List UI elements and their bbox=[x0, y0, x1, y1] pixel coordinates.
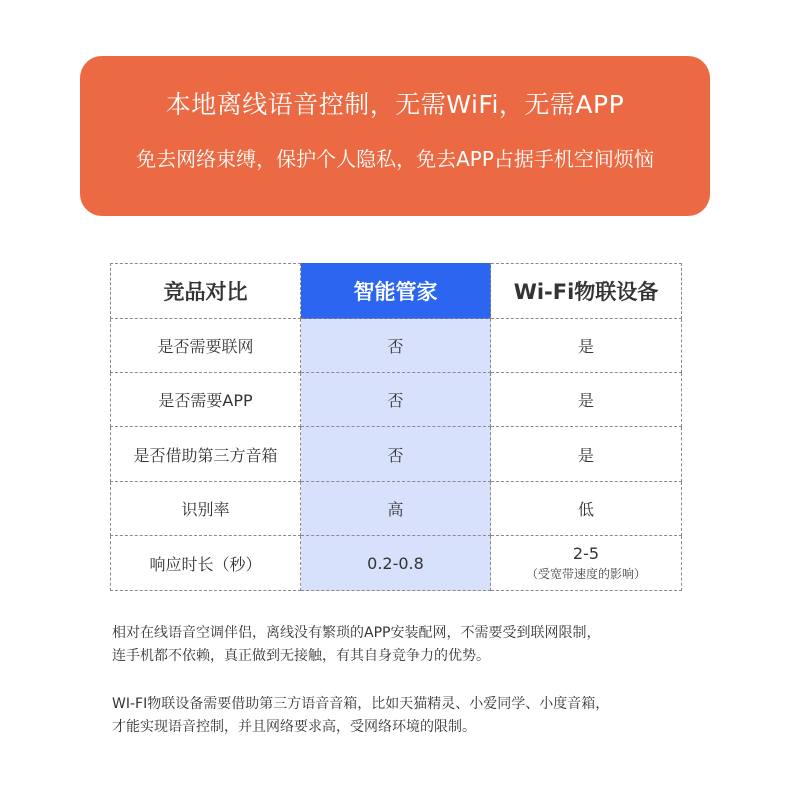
row-wifi-response bbox=[491, 536, 682, 591]
header-cell-wifi-device: Wi-Fi物联设备 bbox=[491, 263, 682, 319]
row-wifi-speaker: 是 bbox=[491, 427, 682, 482]
header-cell-smart-butler: 智能管家 bbox=[301, 263, 491, 319]
row-smart-speaker: 否 bbox=[301, 427, 491, 482]
row-label-network: 是否需要联网 bbox=[110, 319, 301, 373]
note-paragraph-1 bbox=[112, 622, 692, 668]
row-smart-app: 否 bbox=[301, 373, 491, 427]
row-smart-recognition: 高 bbox=[301, 482, 491, 536]
row-smart-response: 0.2-0.8 bbox=[301, 536, 491, 591]
row-label-response: 响应时长（秒） bbox=[110, 536, 301, 591]
row-smart-network: 否 bbox=[301, 319, 491, 373]
note-paragraph-2-line-2: 才能实现语音控制，并且网络要求高，受网络环境的限制。 bbox=[112, 719, 476, 735]
banner-headline: 本地离线语音控制，无需WiFi，无需APP bbox=[165, 90, 625, 119]
row-wifi-response-note: （受宽带速度的影响） bbox=[525, 567, 646, 581]
row-wifi-network: 是 bbox=[491, 319, 682, 373]
header-cell-comparison: 竞品对比 bbox=[110, 263, 301, 319]
note-paragraph-2-line-1: WI-FI物联设备需要借助第三方语音音箱，比如天猫精灵、小爱同学、小度音箱， bbox=[112, 696, 610, 712]
row-wifi-app: 是 bbox=[491, 373, 682, 427]
row-wifi-response-value: 2-5 bbox=[572, 544, 600, 563]
row-wifi-recognition: 低 bbox=[491, 482, 682, 536]
row-label-recognition: 识别率 bbox=[110, 482, 301, 536]
note-paragraph-1-line-1: 相对在线语音空调伴侣，离线没有繁琐的APP安装配网，不需要受到联网限制， bbox=[112, 625, 601, 641]
row-label-speaker: 是否借助第三方音箱 bbox=[110, 427, 301, 482]
comparison-table bbox=[110, 263, 682, 591]
note-paragraph-2 bbox=[112, 693, 692, 739]
banner-subline: 免去网络束缚，保护个人隐私，免去APP占据手机空间烦恼 bbox=[136, 147, 654, 171]
note-paragraph-1-line-2: 连手机都不依赖，真正做到无接触，有其自身竞争力的优势。 bbox=[112, 648, 490, 664]
row-label-app: 是否需要APP bbox=[110, 373, 301, 427]
header-banner bbox=[80, 56, 710, 216]
